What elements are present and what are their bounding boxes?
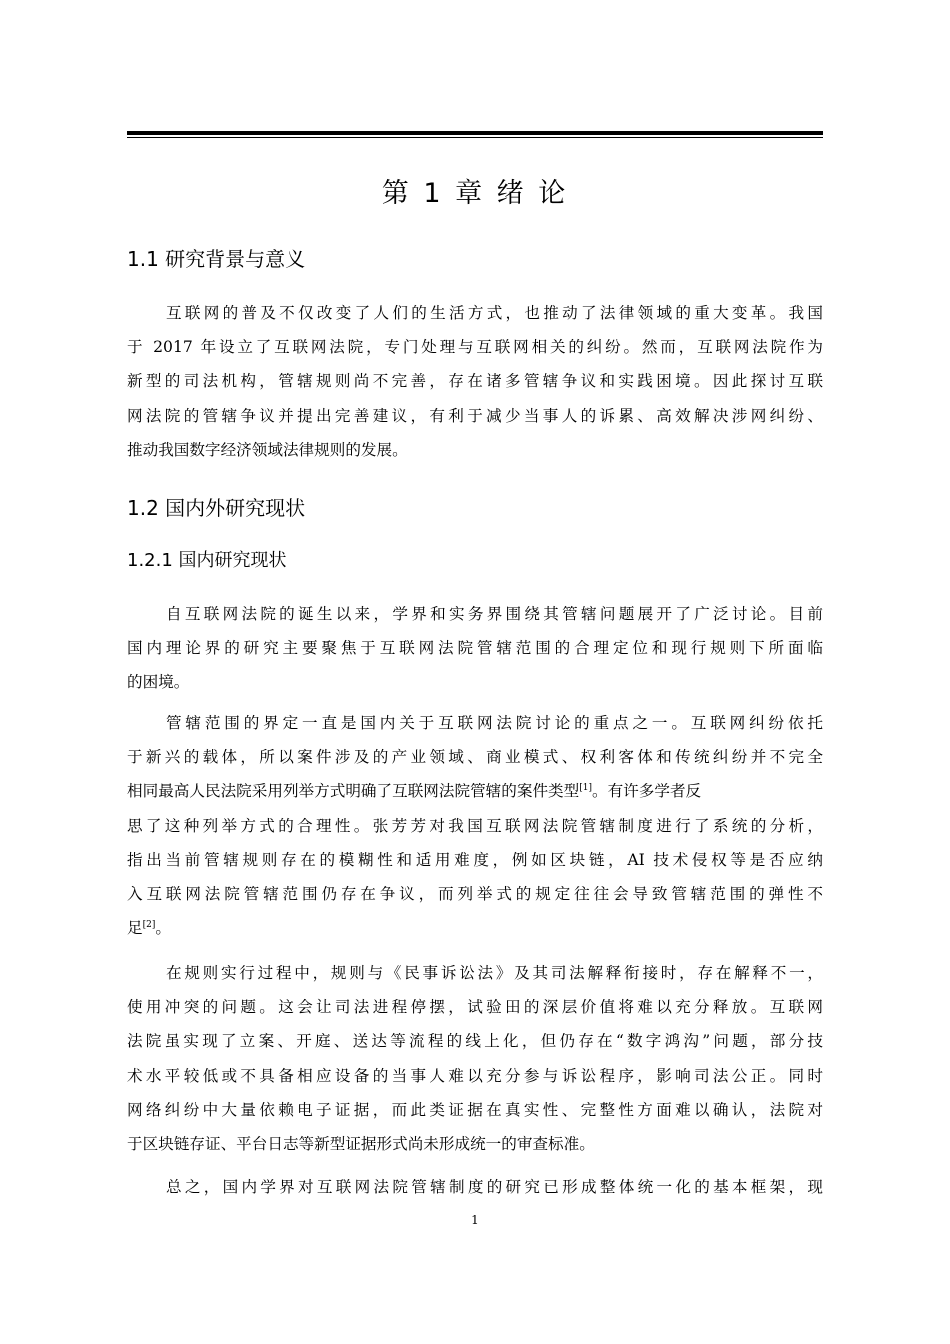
paragraph-summary <box>127 1170 823 1204</box>
paragraph-background <box>127 296 823 467</box>
paragraph-line: 使用冲突的问题。这会让司法进程停摆，试验田的深层价值将难以充分释放。互联网 <box>127 998 823 1017</box>
citation-ref-2: [2] <box>142 919 156 930</box>
header-rule-thin <box>127 137 823 138</box>
paragraph-line: 于新兴的载体，所以案件涉及的产业领域、商业模式、权利客体和传统纠纷并不完全 <box>127 748 823 767</box>
paragraph-text: 相同最高人民法院采用列举方式明确了互联网法院管辖的案件类型 <box>127 782 580 801</box>
paragraph-line: 互联网的普及不仅改变了人们的生活方式，也推动了法律领域的重大变革。我国 <box>166 304 823 322</box>
paragraph-domestic-intro <box>127 597 823 700</box>
paragraph-line-with-citation <box>127 911 823 945</box>
paragraph-line: 新型的司法机构，管辖规则尚不完善，存在诸多管辖争议和实践困境。因此探讨互联 <box>127 372 823 391</box>
chapter-title: 第 1 章 绪 论 <box>381 178 569 209</box>
paragraph-line: 国内理论界的研究主要聚焦于互联网法院管辖范围的合理定位和现行规则下所面临 <box>127 639 823 658</box>
paragraph-line: 于 2017 年设立了互联网法院，专门处理与互联网相关的纠纷。然而，互联网法院作为 <box>127 338 823 357</box>
section-heading-1-2: 1.2 国内外研究现状 <box>127 496 306 520</box>
paragraph-line: 法院虽实现了立案、开庭、送达等流程的线上化，但仍存在“数字鸿沟”问题，部分技 <box>127 1032 823 1051</box>
paragraph-line: 网络纠纷中大量依赖电子证据，而此类证据在真实性、完整性方面难以确认，法院对 <box>127 1100 823 1119</box>
citation-ref-1: [1] <box>579 783 592 794</box>
paragraph-line: 指出当前管辖规则存在的模糊性和适用难度，例如区块链，AI 技术侵权等是否应纳 <box>127 850 823 869</box>
paragraph-text: 。 <box>155 919 171 938</box>
paragraph-line: 入互联网法院管辖范围仍存在争议，而列举式的规定往往会导致管辖范围的弹性不 <box>127 884 823 903</box>
section-heading-1-2-1: 1.2.1 国内研究现状 <box>127 550 287 571</box>
section-heading-1-1: 1.1 研究背景与意义 <box>127 247 306 271</box>
paragraph-line: 的困境。 <box>127 673 190 692</box>
paragraph-line: 推动我国数字经济领域法律规则的发展。 <box>127 440 408 459</box>
paragraph-line: 管辖范围的界定一直是国内关于互联网法院讨论的重点之一。互联网纠纷依托 <box>166 714 823 732</box>
page-number: 1 <box>471 1213 479 1227</box>
paragraph-line: 思了这种列举方式的合理性。张芳芳对我国互联网法院管辖制度进行了系统的分析， <box>127 816 823 835</box>
paragraph-line: 网法院的管辖争议并提出完善建议，有利于减少当事人的诉累、高效解决涉网纠纷、 <box>127 406 823 425</box>
header-rule-thick <box>127 131 823 135</box>
paragraph-rule-conflict <box>127 956 823 1161</box>
paragraph-line: 在规则实行过程中，规则与《民事诉讼法》及其司法解释衔接时，存在解释不一， <box>166 964 823 982</box>
document-page <box>127 0 823 1344</box>
paragraph-line: 总之，国内学界对互联网法院管辖制度的研究已形成整体统一化的基本框架，现 <box>166 1178 823 1196</box>
paragraph-text: 。有许多学者反 <box>591 782 702 801</box>
paragraph-line: 自互联网法院的诞生以来，学界和实务界围绕其管辖问题展开了广泛讨论。目前 <box>166 605 823 623</box>
paragraph-text: 足 <box>127 919 143 938</box>
paragraph-jurisdiction-scope <box>127 706 823 945</box>
paragraph-line: 术水平较低或不具备相应设备的当事人难以充分参与诉讼程序，影响司法公正。同时 <box>127 1066 823 1085</box>
paragraph-line: 于区块链存证、平台日志等新型证据形式尚未形成统一的审查标准。 <box>127 1134 595 1153</box>
paragraph-line-with-citation <box>127 774 823 808</box>
